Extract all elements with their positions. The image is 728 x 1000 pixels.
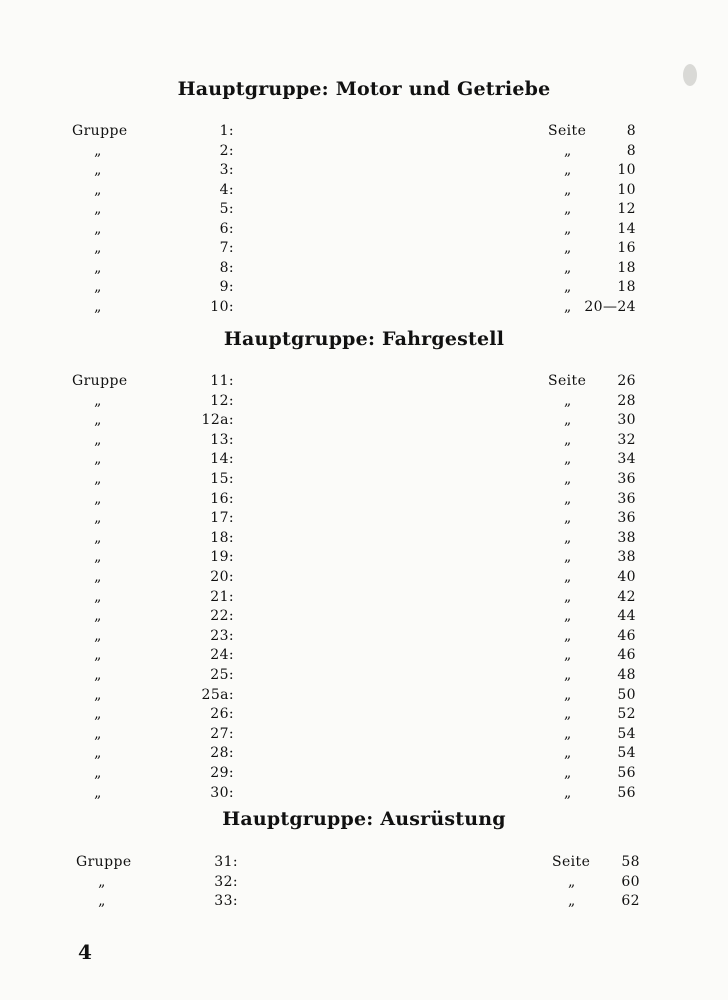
page-value: 36 <box>617 471 636 487</box>
toc-entry <box>0 121 728 141</box>
page-ref-label: „ <box>564 201 572 217</box>
page-ref-label: „ <box>564 142 572 159</box>
page-ref-label: „ <box>564 412 572 429</box>
toc-entry <box>0 449 728 469</box>
group-prefix: „ <box>94 706 102 723</box>
group-prefix: „ <box>94 201 102 217</box>
page-ref-label: Seite <box>552 854 591 870</box>
toc-entry <box>0 489 728 509</box>
group-prefix: „ <box>98 873 106 890</box>
group-number: 1: <box>219 123 234 139</box>
group-prefix: „ <box>94 412 102 429</box>
group-number: 11: <box>210 373 234 389</box>
group-prefix: „ <box>94 647 102 664</box>
group-number: 9: <box>219 279 234 295</box>
page-ref-label: „ <box>564 490 572 507</box>
page-value: 48 <box>617 667 636 683</box>
page-value: 40 <box>617 569 636 585</box>
group-number: 33: <box>214 893 238 909</box>
page-value: 46 <box>617 627 636 644</box>
page-value: 10 <box>617 162 636 178</box>
toc-entry <box>0 219 728 239</box>
page-ref-label: „ <box>564 240 572 256</box>
group-number: 24: <box>210 647 234 664</box>
page-ref-label: „ <box>564 259 572 276</box>
page-value: 30 <box>617 412 636 429</box>
group-number: 28: <box>210 745 234 762</box>
group-prefix: Gruppe <box>76 854 132 870</box>
toc-entry <box>0 872 728 892</box>
toc-entry <box>0 391 728 411</box>
group-prefix: „ <box>94 142 102 159</box>
page-value: 56 <box>617 765 636 781</box>
toc-entry <box>0 567 728 587</box>
group-number: 4: <box>219 181 234 198</box>
page-ref-label: „ <box>564 431 572 448</box>
page-value: 8 <box>626 123 636 139</box>
page-value: 28 <box>617 392 636 409</box>
group-prefix: „ <box>98 893 106 909</box>
group-number: 15: <box>210 471 234 487</box>
page-ref-label: „ <box>564 529 572 546</box>
group-number: 25: <box>210 667 234 683</box>
group-number: 27: <box>210 725 234 742</box>
toc-entry <box>0 258 728 278</box>
page-ref-label: „ <box>564 279 572 295</box>
section-title-fahrgestell: Hauptgruppe: Fahrgestell <box>223 328 505 350</box>
group-number: 14: <box>210 451 234 468</box>
toc-entry <box>0 763 728 783</box>
group-number: 22: <box>210 608 234 625</box>
page-value: 20—24 <box>584 298 636 315</box>
group-number: 20: <box>210 569 234 585</box>
toc-entry <box>0 606 728 626</box>
toc-entry <box>0 645 728 665</box>
group-prefix: „ <box>94 451 102 468</box>
toc-entry <box>0 547 728 567</box>
group-number: 32: <box>214 873 238 890</box>
toc-entry <box>0 626 728 646</box>
group-prefix: „ <box>94 510 102 527</box>
group-prefix: „ <box>94 471 102 487</box>
group-prefix: „ <box>94 220 102 237</box>
group-number: 5: <box>219 201 234 217</box>
page-value: 32 <box>617 431 636 448</box>
toc-entry <box>0 724 728 744</box>
page-value: 14 <box>617 220 636 237</box>
group-number: 13: <box>210 431 234 448</box>
group-prefix: „ <box>94 431 102 448</box>
toc-entry <box>0 891 728 911</box>
group-number: 16: <box>210 490 234 507</box>
group-prefix: „ <box>94 667 102 683</box>
toc-entry <box>0 371 728 391</box>
toc-entry <box>0 783 728 803</box>
group-prefix: „ <box>94 725 102 742</box>
group-prefix: „ <box>94 181 102 198</box>
group-number: 12a: <box>201 412 234 429</box>
page-ref-label: „ <box>564 181 572 198</box>
page-value: 42 <box>617 588 636 605</box>
group-number: 7: <box>219 240 234 256</box>
page-ref-label: „ <box>564 686 572 703</box>
page-ref-label: „ <box>564 162 572 178</box>
group-prefix: „ <box>94 259 102 276</box>
toc-entry <box>0 238 728 258</box>
page-number: 4 <box>78 940 92 964</box>
toc-entry <box>0 852 728 872</box>
group-number: 29: <box>210 765 234 781</box>
group-number: 25a: <box>201 686 234 703</box>
toc-entry <box>0 180 728 200</box>
page-value: 38 <box>617 529 636 546</box>
page-ref-label: „ <box>564 510 572 527</box>
toc-entry <box>0 743 728 763</box>
group-prefix: „ <box>94 529 102 546</box>
page-ref-label: „ <box>564 220 572 237</box>
page-value: 26 <box>617 373 636 389</box>
toc-entry <box>0 430 728 450</box>
page-value: 56 <box>617 784 636 801</box>
toc-entry <box>0 141 728 161</box>
group-number: 31: <box>214 854 238 870</box>
page-ref-label: „ <box>568 873 576 890</box>
group-prefix: „ <box>94 765 102 781</box>
group-prefix: „ <box>94 627 102 644</box>
page-ref-label: Seite <box>548 373 587 389</box>
group-prefix: „ <box>94 279 102 295</box>
page-value: 10 <box>617 181 636 198</box>
page-value: 50 <box>617 686 636 703</box>
page-ref-label: „ <box>564 549 572 566</box>
page-ref-label: „ <box>564 647 572 664</box>
toc-entry <box>0 685 728 705</box>
group-number: 3: <box>219 162 234 178</box>
page-ref-label: „ <box>564 784 572 801</box>
page-value: 18 <box>617 279 636 295</box>
group-number: 8: <box>219 259 234 276</box>
page-ref-label: „ <box>564 725 572 742</box>
group-prefix: „ <box>94 240 102 256</box>
toc-entry <box>0 587 728 607</box>
group-prefix: Gruppe <box>72 123 128 139</box>
section-title-motor: Hauptgruppe: Motor und Getriebe <box>177 78 551 100</box>
page-value: 16 <box>617 240 636 256</box>
group-prefix: „ <box>94 549 102 566</box>
group-number: 30: <box>210 784 234 801</box>
page-ref-label: „ <box>564 471 572 487</box>
page-ref-label: „ <box>564 706 572 723</box>
group-prefix: „ <box>94 686 102 703</box>
group-number: 17: <box>210 510 234 527</box>
group-number: 10: <box>210 298 234 315</box>
group-prefix: „ <box>94 162 102 178</box>
group-prefix: „ <box>94 392 102 409</box>
page-ref-label: „ <box>564 451 572 468</box>
page-value: 8 <box>626 142 636 159</box>
page-value: 44 <box>617 608 636 625</box>
toc-entry <box>0 160 728 180</box>
page-value: 60 <box>621 873 640 890</box>
group-number: 21: <box>210 588 234 605</box>
toc-entry <box>0 528 728 548</box>
page-ref-label: „ <box>564 627 572 644</box>
toc-entry <box>0 704 728 724</box>
section-title-ausruestung: Hauptgruppe: Ausrüstung <box>222 808 506 830</box>
page-ref-label: „ <box>568 893 576 909</box>
page-ref-label: Seite <box>548 123 587 139</box>
page-value: 36 <box>617 510 636 527</box>
group-prefix: „ <box>94 298 102 315</box>
toc-entry <box>0 297 728 317</box>
group-number: 18: <box>210 529 234 546</box>
toc-entry <box>0 508 728 528</box>
page-value: 36 <box>617 490 636 507</box>
page-ref-label: „ <box>564 745 572 762</box>
page-value: 46 <box>617 647 636 664</box>
page-value: 58 <box>621 854 640 870</box>
page-ref-label: „ <box>564 667 572 683</box>
group-number: 2: <box>219 142 234 159</box>
toc-entry <box>0 665 728 685</box>
group-prefix: Gruppe <box>72 373 128 389</box>
page-value: 18 <box>617 259 636 276</box>
page-ref-label: „ <box>564 588 572 605</box>
group-prefix: „ <box>94 569 102 585</box>
group-prefix: „ <box>94 490 102 507</box>
toc-entry <box>0 199 728 219</box>
group-number: 19: <box>210 549 234 566</box>
toc-entry <box>0 410 728 430</box>
page-ref-label: „ <box>564 608 572 625</box>
page-ref-label: „ <box>564 298 572 315</box>
group-number: 26: <box>210 706 234 723</box>
page-ref-label: „ <box>564 765 572 781</box>
page-value: 54 <box>617 745 636 762</box>
group-prefix: „ <box>94 784 102 801</box>
group-prefix: „ <box>94 588 102 605</box>
group-prefix: „ <box>94 745 102 762</box>
group-number: 12: <box>210 392 234 409</box>
page-value: 12 <box>617 201 636 217</box>
page-ref-label: „ <box>564 569 572 585</box>
page-ref-label: „ <box>564 392 572 409</box>
page-value: 52 <box>617 706 636 723</box>
group-number: 6: <box>219 220 234 237</box>
page-value: 62 <box>621 893 640 909</box>
group-number: 23: <box>210 627 234 644</box>
page-value: 54 <box>617 725 636 742</box>
page-value: 34 <box>617 451 636 468</box>
toc-entry <box>0 469 728 489</box>
page-value: 38 <box>617 549 636 566</box>
toc-entry <box>0 277 728 297</box>
group-prefix: „ <box>94 608 102 625</box>
